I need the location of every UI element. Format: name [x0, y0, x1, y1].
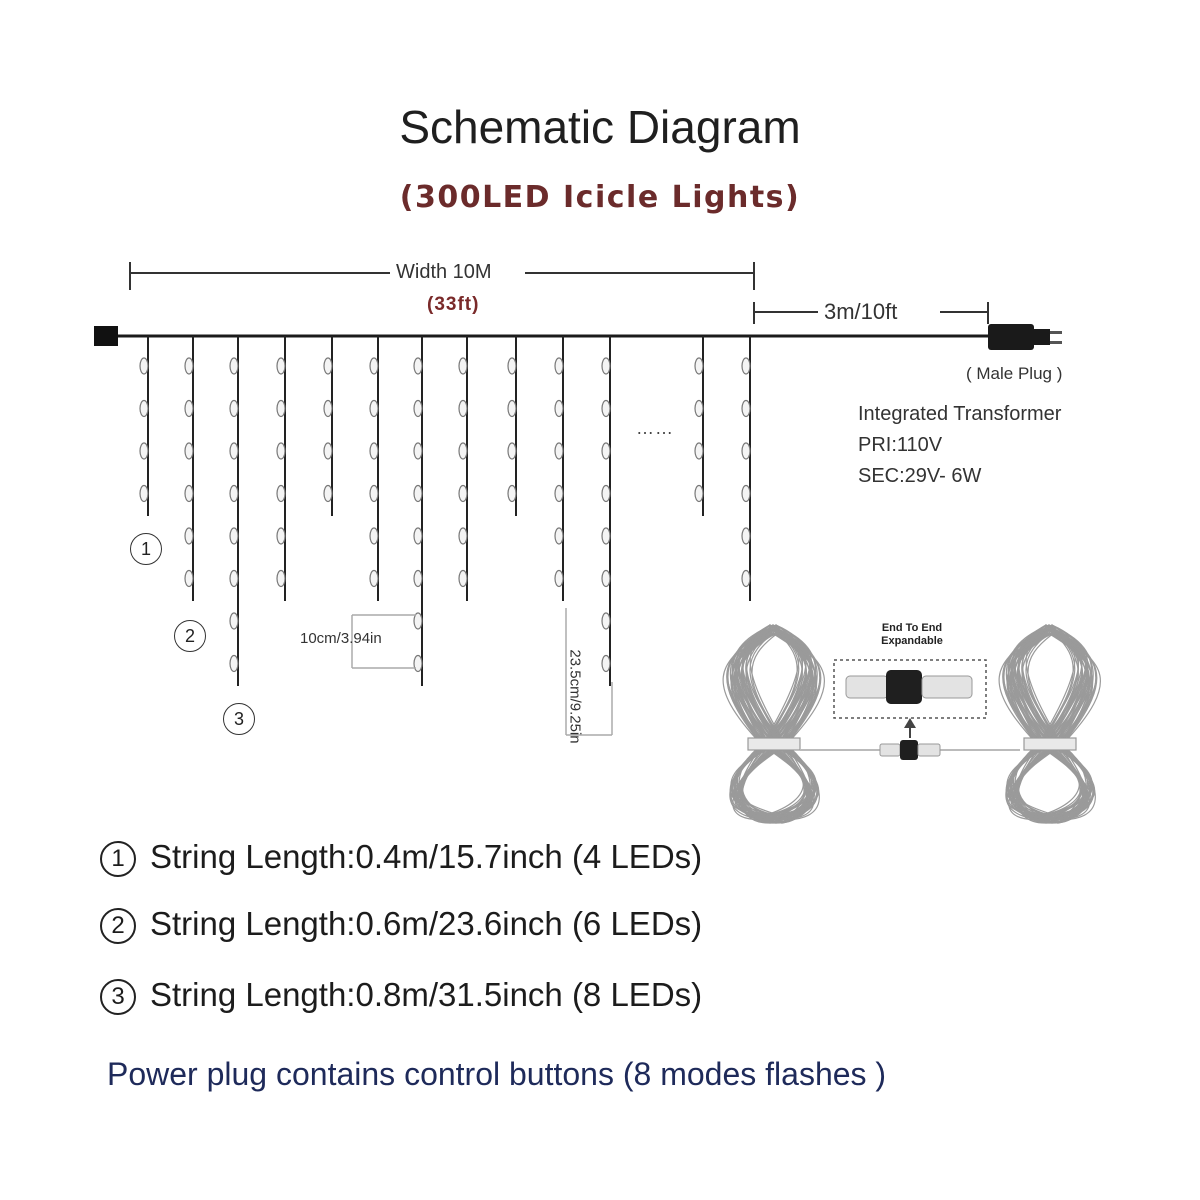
- led-bulb-icon: [459, 528, 467, 544]
- spec-number-3: 3: [100, 979, 136, 1015]
- spacing-label: 10cm/3.94in: [300, 630, 382, 647]
- led-bulb-icon: [508, 443, 516, 459]
- led-bulb-icon: [230, 443, 238, 459]
- led-bulb-icon: [414, 656, 422, 672]
- led-bulb-icon: [459, 486, 467, 502]
- led-bulb-icon: [508, 358, 516, 374]
- led-bulb-icon: [230, 656, 238, 672]
- led-bulb-icon: [140, 443, 148, 459]
- led-bulb-icon: [185, 571, 193, 587]
- led-bulb-icon: [508, 486, 516, 502]
- led-bulb-icon: [414, 571, 422, 587]
- footer-note: Power plug contains control buttons (8 modes flashes ): [107, 1056, 887, 1092]
- transformer-pri: PRI:110V: [858, 434, 943, 456]
- led-bulb-icon: [370, 401, 378, 417]
- spec-number-2: 2: [100, 908, 136, 944]
- led-bulb-icon: [695, 486, 703, 502]
- led-bulb-icon: [185, 443, 193, 459]
- coil-left-icon: [723, 625, 824, 823]
- led-bulb-icon: [602, 443, 610, 459]
- led-bulb-icon: [602, 656, 610, 672]
- led-bulb-icon: [230, 528, 238, 544]
- spec-line-2: [100, 905, 702, 944]
- small-connector-icon: [880, 740, 940, 760]
- led-bulb-icon: [370, 443, 378, 459]
- led-bulb-icon: [508, 401, 516, 417]
- led-bulb-icon: [277, 401, 285, 417]
- female-connector-icon: [94, 326, 118, 346]
- led-bulb-icon: [459, 401, 467, 417]
- led-bulb-icon: [140, 486, 148, 502]
- expand-label: [838, 622, 986, 648]
- expand-arrow-head: [904, 718, 916, 728]
- led-bulb-icon: [555, 358, 563, 374]
- led-bulb-icon: [459, 443, 467, 459]
- led-bulb-icon: [140, 401, 148, 417]
- led-bulb-icon: [602, 358, 610, 374]
- led-bulb-icon: [185, 486, 193, 502]
- led-bulb-icon: [742, 486, 750, 502]
- led-bulb-icon: [742, 571, 750, 587]
- led-bulb-icon: [324, 358, 332, 374]
- width-label: Width 10M: [390, 261, 498, 284]
- led-bulb-icon: [555, 443, 563, 459]
- page-subtitle: (300LED Icicle Lights): [399, 180, 801, 215]
- led-bulb-icon: [695, 358, 703, 374]
- led-bulb-icon: [370, 358, 378, 374]
- spec-line-3: [100, 976, 702, 1015]
- led-bulb-icon: [230, 571, 238, 587]
- led-bulb-icon: [277, 358, 285, 374]
- coil-right-icon: [999, 625, 1100, 823]
- drop-label: 23.5cm/9.25in: [566, 649, 584, 744]
- male-plug-icon: [988, 324, 1062, 350]
- led-bulb-icon: [414, 528, 422, 544]
- more-strands-ellipsis: ……: [636, 418, 674, 438]
- led-bulb-icon: [185, 401, 193, 417]
- connector-closeup-icon: [846, 670, 972, 704]
- led-bulb-icon: [277, 528, 285, 544]
- led-bulb-icon: [277, 486, 285, 502]
- led-bulb-icon: [230, 613, 238, 629]
- led-bulb-icon: [370, 528, 378, 544]
- marker-2: 2: [174, 620, 206, 652]
- led-bulb-icon: [414, 401, 422, 417]
- led-bulb-icon: [459, 571, 467, 587]
- led-bulb-icon: [602, 486, 610, 502]
- spec-text-3: String Length:0.8m/31.5inch (8 LEDs): [150, 976, 703, 1013]
- led-bulb-icon: [555, 528, 563, 544]
- led-bulb-icon: [185, 528, 193, 544]
- led-bulb-icon: [370, 571, 378, 587]
- led-bulb-icon: [459, 358, 467, 374]
- led-bulb-icon: [230, 358, 238, 374]
- page-title: Schematic Diagram: [399, 101, 801, 153]
- led-bulb-icon: [602, 613, 610, 629]
- led-bulb-icon: [742, 443, 750, 459]
- led-bulb-icon: [414, 358, 422, 374]
- led-bulb-icon: [695, 443, 703, 459]
- expand-label-line1: End To End: [881, 622, 943, 634]
- expand-label-line2: Expandable: [881, 635, 943, 647]
- led-bulb-icon: [555, 486, 563, 502]
- led-bulb-icon: [742, 358, 750, 374]
- spec-line-1: [100, 838, 702, 877]
- spec-number-1: 1: [100, 841, 136, 877]
- led-bulb-icon: [324, 401, 332, 417]
- coil-tie: [748, 738, 800, 750]
- led-bulb-icon: [602, 401, 610, 417]
- led-bulb-icon: [185, 358, 193, 374]
- led-bulb-icon: [414, 486, 422, 502]
- marker-3: 3: [223, 703, 255, 735]
- led-bulb-icon: [324, 486, 332, 502]
- width-label-ft: (33ft): [427, 294, 480, 315]
- coil-tie: [1024, 738, 1076, 750]
- led-bulb-icon: [140, 358, 148, 374]
- led-bulb-icon: [324, 443, 332, 459]
- led-bulb-icon: [230, 486, 238, 502]
- led-bulb-icon: [695, 401, 703, 417]
- transformer-sec: SEC:29V- 6W: [858, 465, 982, 487]
- spec-text-2: String Length:0.6m/23.6inch (6 LEDs): [150, 905, 703, 942]
- led-bulb-icon: [277, 571, 285, 587]
- marker-1: 1: [130, 533, 162, 565]
- light-strands: [140, 336, 750, 686]
- led-bulb-icon: [277, 443, 285, 459]
- led-bulb-icon: [370, 486, 378, 502]
- led-bulb-icon: [742, 401, 750, 417]
- spec-text-1: String Length:0.4m/15.7inch (4 LEDs): [150, 838, 703, 875]
- led-bulb-icon: [742, 528, 750, 544]
- led-bulb-icon: [555, 571, 563, 587]
- lead-label: 3m/10ft: [818, 299, 903, 325]
- led-bulb-icon: [602, 571, 610, 587]
- led-bulb-icon: [602, 528, 610, 544]
- led-bulb-icon: [555, 401, 563, 417]
- transformer-info: [858, 399, 1061, 492]
- male-plug-label: ( Male Plug ): [966, 364, 1063, 383]
- transformer-title: Integrated Transformer: [858, 403, 1062, 425]
- led-bulb-icon: [230, 401, 238, 417]
- led-bulb-icon: [414, 443, 422, 459]
